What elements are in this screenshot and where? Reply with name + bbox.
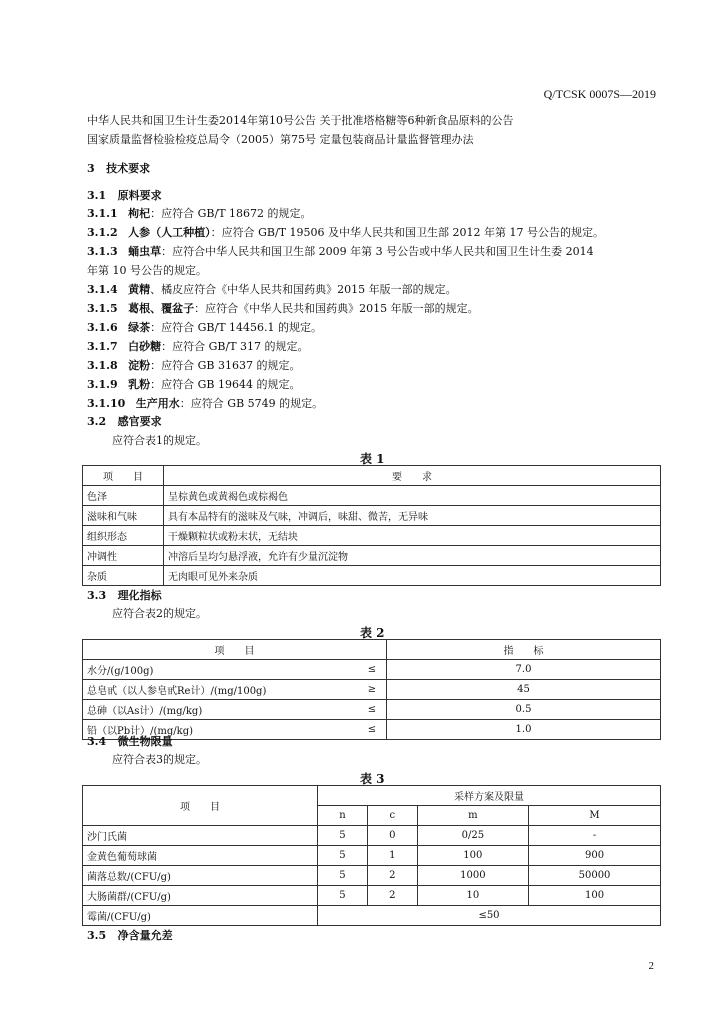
table-row <box>83 486 661 506</box>
section-3-2-body: 应符合表1的规定。 <box>112 434 207 447</box>
section-3-1-heading <box>87 187 162 203</box>
table-row <box>83 846 661 866</box>
section-number: 3.2 <box>87 415 107 428</box>
table-cell: 冲调性 <box>83 546 164 566</box>
section-title: 原料要求 <box>117 189 162 202</box>
item-text: ：应符合《中华人民共和国药典》2015 年版一部的规定。 <box>194 302 479 315</box>
reference-line-2: 国家质量监督检验检疫总局令（2005）第75号 定量包装商品计量监督管理办法 <box>87 133 474 146</box>
table-2 <box>82 639 661 740</box>
table-cell: 菌落总数/(CFU/g) <box>83 866 318 886</box>
table-cell: 0.5 <box>387 700 661 720</box>
table-row <box>83 826 661 846</box>
table-cell: 5 <box>318 826 368 846</box>
section-title: 理化指标 <box>117 589 162 602</box>
item-name: 绿茶 <box>128 321 151 334</box>
table-3 <box>82 785 661 926</box>
section-number: 3.5 <box>87 929 107 942</box>
comparison-sign: ≤ <box>358 720 387 740</box>
item-number: 3.1.6 <box>87 321 118 334</box>
item-text: ：应符合 GB/T 14456.1 的规定。 <box>150 321 323 334</box>
section-3-heading <box>87 160 150 176</box>
table-cell: 100 <box>529 886 661 906</box>
table-cell: 大肠菌群/(CFU/g) <box>83 886 318 906</box>
table-cell: 5 <box>318 846 368 866</box>
item-name: 生产用水 <box>135 397 180 410</box>
item-text: ：应符合中华人民共和国卫生部 2009 年第 3 号公告或中华人民共和国卫生计生委 2014 <box>161 245 594 258</box>
table-header-cell: 采样方案及限量 <box>318 786 661 806</box>
item-number: 3.1.3 <box>87 245 118 258</box>
table-cell: 呈棕黄色或黄褐色或棕褐色 <box>164 486 661 506</box>
item-number: 3.1.9 <box>87 378 118 391</box>
item-number: 3.1.7 <box>87 340 118 353</box>
table-header-row <box>83 640 661 660</box>
item-3-1-3 <box>87 243 594 259</box>
item-3-1-1 <box>87 205 312 221</box>
table-header-cell: 要 求 <box>164 466 661 486</box>
table-cell: 2 <box>367 886 417 906</box>
section-number: 3 <box>87 162 95 175</box>
table-cell: 5 <box>318 886 368 906</box>
item-name: 枸杞 <box>128 207 151 220</box>
comparison-sign: ≤ <box>358 660 387 680</box>
table-header-row <box>83 786 661 806</box>
table-row <box>83 660 661 680</box>
section-3-5-heading <box>87 927 173 943</box>
table-cell: 50000 <box>529 866 661 886</box>
section-number: 3.4 <box>87 735 107 748</box>
standard-number: Q/TCSK 0007S—2019 <box>543 87 656 101</box>
table-cell: 霉菌/(CFU/g) <box>83 906 318 926</box>
item-name: 葛根、覆盆子 <box>128 302 195 315</box>
table-2-caption: 表 2 <box>360 626 385 640</box>
section-3-2-heading <box>87 413 162 429</box>
table-row <box>83 906 661 926</box>
table-row <box>83 680 661 700</box>
item-name: 淀粉 <box>128 359 151 372</box>
section-3-3-body: 应符合表2的规定。 <box>112 607 207 620</box>
table-row <box>83 886 661 906</box>
table-cell: 组织形态 <box>83 526 164 546</box>
item-3-1-5 <box>87 300 479 316</box>
item-3-1-8 <box>87 357 300 373</box>
item-3-1-9 <box>87 376 300 392</box>
item-text: 、橘皮应符合《中华人民共和国药典》2015 年版一部的规定。 <box>150 283 457 296</box>
item-name: 黄精 <box>128 283 151 296</box>
table-cell: 杂质 <box>83 566 164 586</box>
table-cell: 2 <box>367 866 417 886</box>
page-number: 2 <box>648 960 654 972</box>
table-header-cell: 项 目 <box>83 786 318 826</box>
item-number: 3.1.2 <box>87 226 118 239</box>
table-header-row <box>83 466 661 486</box>
table-cell: ≤50 <box>318 906 661 926</box>
table-row <box>83 546 661 566</box>
table-cell: 0/25 <box>417 826 528 846</box>
table-cell: 0 <box>367 826 417 846</box>
table-cell: 铅（以Pb计）/(mg/kg) <box>83 720 359 740</box>
table-row <box>83 506 661 526</box>
table-cell: 900 <box>529 846 661 866</box>
item-text: ：应符合 GB/T 18672 的规定。 <box>150 207 312 220</box>
table-cell: 10 <box>417 886 528 906</box>
item-3-1-3-continuation: 年第 10 号公告的规定。 <box>87 264 207 277</box>
section-title: 微生物限量 <box>117 735 173 748</box>
item-name: 乳粉 <box>128 378 151 391</box>
table-cell: 沙门氏菌 <box>83 826 318 846</box>
table-row <box>83 566 661 586</box>
table-1 <box>82 465 661 586</box>
section-title: 技术要求 <box>106 162 151 175</box>
item-text: ：应符合 GB 31637 的规定。 <box>150 359 301 372</box>
table-cell: 45 <box>387 680 661 700</box>
table-cell: 色泽 <box>83 486 164 506</box>
table-header-cell: 项 目 <box>83 640 387 660</box>
item-number: 3.1.5 <box>87 302 118 315</box>
table-cell: 总砷（以As计）/(mg/kg) <box>83 700 359 720</box>
item-name: 白砂糖 <box>128 340 162 353</box>
table-header-cell: M <box>529 806 661 826</box>
table-cell: 100 <box>417 846 528 866</box>
section-number: 3.1 <box>87 189 107 202</box>
table-header-cell: n <box>318 806 368 826</box>
table-row <box>83 866 661 886</box>
table-cell: 1.0 <box>387 720 661 740</box>
item-3-1-10 <box>87 395 323 411</box>
item-name: 人参（人工种植） <box>128 226 211 239</box>
item-text: ：应符合 GB/T 19506 及中华人民共和国卫生部 2012 年第 17 号公告的规定。 <box>210 226 604 239</box>
section-3-4-heading <box>87 733 173 749</box>
item-text: ：应符合 GB 5749 的规定。 <box>179 397 324 410</box>
table-cell: 无肉眼可见外来杂质 <box>164 566 661 586</box>
table-cell: 水分/(g/100g) <box>83 660 359 680</box>
table-row <box>83 700 661 720</box>
table-cell: 1000 <box>417 866 528 886</box>
section-3-4-body: 应符合表3的规定。 <box>112 753 207 766</box>
comparison-sign: ≤ <box>358 700 387 720</box>
table-cell: 滋味和气味 <box>83 506 164 526</box>
table-cell: 冲溶后呈均匀悬浮液，允许有少量沉淀物 <box>164 546 661 566</box>
table-header-cell: 项 目 <box>83 466 164 486</box>
table-cell: 1 <box>367 846 417 866</box>
reference-line-1: 中华人民共和国卫生计生委2014年第10号公告 关于批准塔格糖等6种新食品原料的公告 <box>87 114 514 127</box>
table-3-caption: 表 3 <box>360 772 385 786</box>
table-row <box>83 526 661 546</box>
section-title: 净含量允差 <box>117 929 173 942</box>
item-number: 3.1.8 <box>87 359 118 372</box>
table-cell: 7.0 <box>387 660 661 680</box>
table-header-cell: c <box>367 806 417 826</box>
section-title: 感官要求 <box>117 415 162 428</box>
table-cell: - <box>529 826 661 846</box>
item-3-1-4 <box>87 281 457 297</box>
table-cell: 具有本品特有的滋味及气味，冲调后，味甜、微苦，无异味 <box>164 506 661 526</box>
item-text: ：应符合 GB 19644 的规定。 <box>150 378 301 391</box>
table-header-cell: 指 标 <box>387 640 661 660</box>
item-3-1-7 <box>87 338 309 354</box>
table-cell: 金黄色葡萄球菌 <box>83 846 318 866</box>
section-3-3-heading <box>87 587 162 603</box>
table-cell: 干燥颗粒状或粉末状，无结块 <box>164 526 661 546</box>
item-number: 3.1.4 <box>87 283 118 296</box>
item-name: 蛹虫草 <box>128 245 162 258</box>
table-header-cell: m <box>417 806 528 826</box>
item-3-1-6 <box>87 319 322 335</box>
table-cell: 总皂甙（以人参皂甙Re计）/(mg/100g) <box>83 680 359 700</box>
item-3-1-2 <box>87 224 604 240</box>
item-number: 3.1.10 <box>87 397 126 410</box>
section-number: 3.3 <box>87 589 107 602</box>
item-number: 3.1.1 <box>87 207 118 220</box>
comparison-sign: ≥ <box>358 680 387 700</box>
table-cell: 5 <box>318 866 368 886</box>
table-1-caption: 表 1 <box>360 452 385 466</box>
item-text: ：应符合 GB/T 317 的规定。 <box>161 340 309 353</box>
